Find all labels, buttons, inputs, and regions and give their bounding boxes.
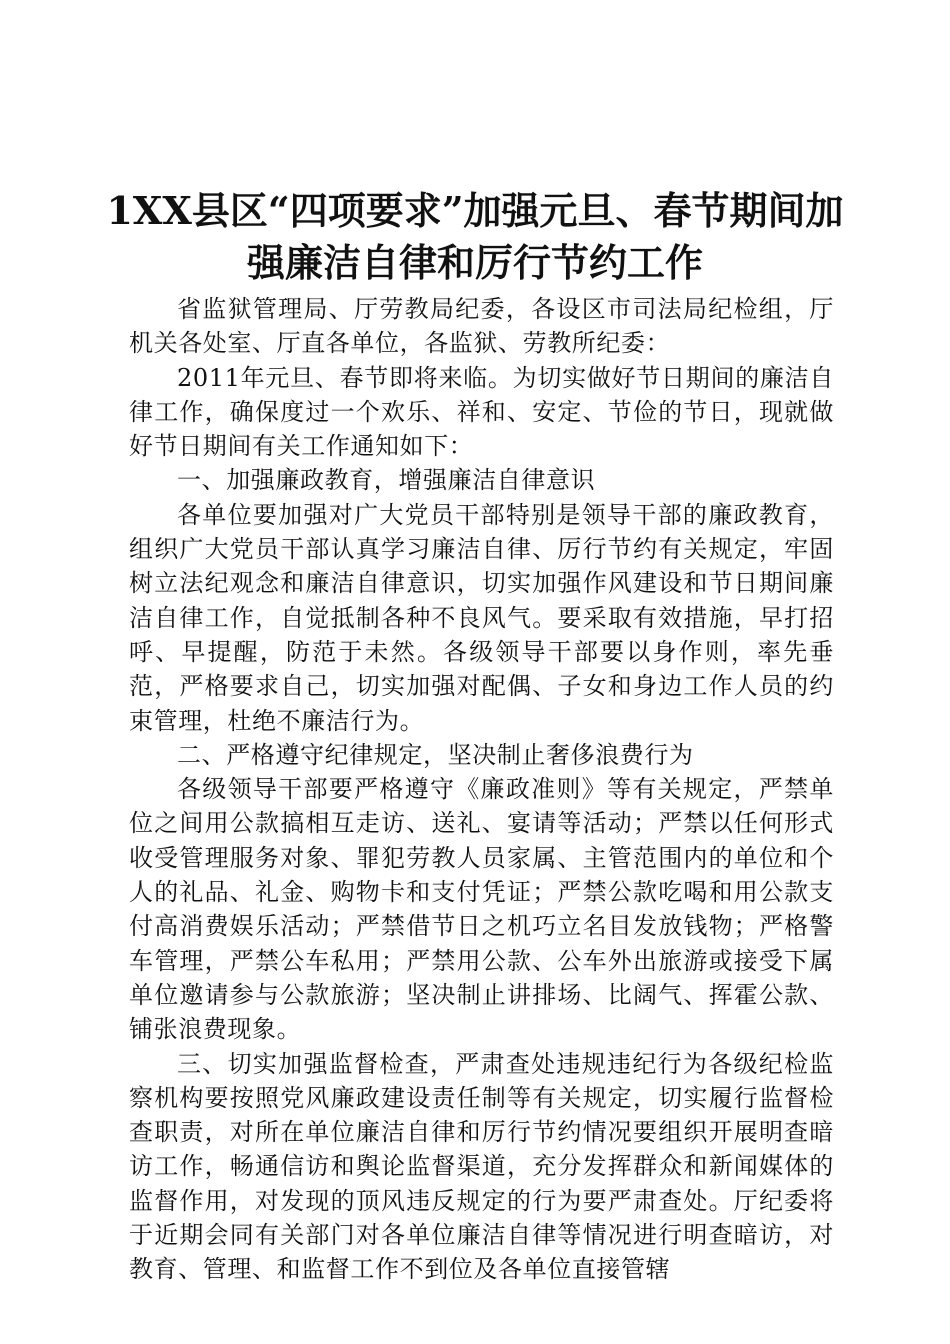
section-2-paragraph: 各级领导干部要严格遵守《廉政准则》等有关规定，严禁单位之间用公款搞相互走访、送礼、宴请等活动；严禁以任何形式收受管理服务对象、罪犯劳教人员家属、主管范围内的单位和个人的礼品、礼金、购物卡和支付凭证；严禁公款吃喝和用公款支付高消费娱乐活动；严禁借节日之机巧立名目发放钱物；严格警车管理，严禁公车私用；严禁用公款、公车外出旅游或接受下属单位邀请参与公款旅游；坚决制止讲排场、比阔气、挥霍公款、铺张浪费现象。 bbox=[129, 775, 834, 1044]
document-body bbox=[129, 292, 834, 1287]
section-3-paragraph: 三、切实加强监督检查，严肃查处违规违纪行为各级纪检监察机构要按照党风廉政建设责任制等有关规定，切实履行监督检查职责，对所在单位廉洁自律和厉行节约情况要组织开展明查暗访工作，畅通信访和舆论监督渠道，充分发挥群众和新闻媒体的监督作用，对发现的顶风违反规定的行为要严肃查处。厅纪委将于近期会同有关部门对各单位廉洁自律等情况进行明查暗访，对教育、管理、和监督工作不到位及各单位直接管辖 bbox=[129, 1049, 834, 1284]
document-title-line-1: 1XX县区“四项要求”加强元旦、春节期间加 bbox=[106, 188, 844, 233]
section-heading-1: 一、加强廉政教育，增强廉洁自律意识 bbox=[177, 466, 596, 495]
document-title-line-2: 强廉洁自律和厉行节约工作 bbox=[246, 240, 703, 285]
intro-paragraph: 2011年元旦、春节即将来临。为切实做好节日期间的廉洁自律工作，确保度过一个欢乐、祥和、安定、节俭的节日，现就做好节日期间有关工作通知如下： bbox=[129, 363, 834, 461]
salutation-paragraph: 省监狱管理局、厅劳教局纪委，各设区市司法局纪检组，厅机关各处室、厅直各单位，各监狱、劳教所纪委： bbox=[129, 295, 834, 358]
section-heading-2: 二、严格遵守纪律规定，坚决制止奢侈浪费行为 bbox=[177, 740, 694, 769]
section-1-paragraph: 各单位要加强对广大党员干部特别是领导干部的廉政教育，组织广大党员干部认真学习廉洁自律、厉行节约有关规定，牢固树立法纪观念和廉洁自律意识，切实加强作风建设和节日期间廉洁自律工作，自觉抵制各种不良风气。要采取有效措施，早打招呼、早提醒，防范于未然。各级领导干部要以身作则，率先垂范，严格要求自己，切实加强对配偶、子女和身边工作人员的约束管理，杜绝不廉洁行为。 bbox=[129, 500, 834, 735]
